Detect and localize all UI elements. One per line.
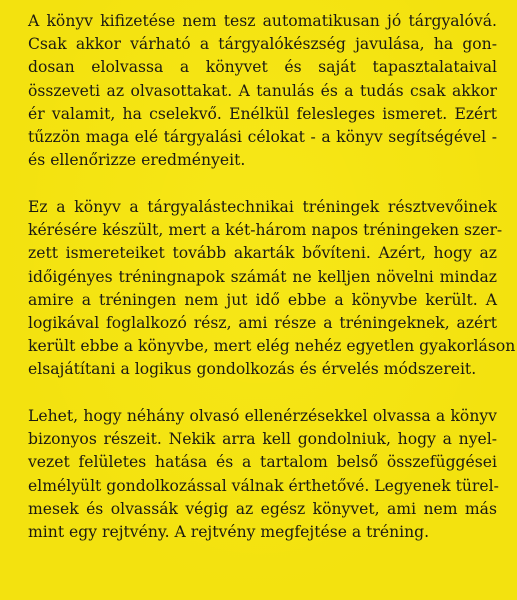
paragraph-spacer [28, 382, 497, 406]
text-line: időigényes tréningnapok számát ne kelljen növelni mindaz [28, 267, 497, 286]
text-line: elmélyült gondolkozással válnak érthetővé. Legyenek türel- [28, 476, 499, 495]
paragraph-3 [28, 405, 497, 544]
text-line: Ez a könyv a tárgyalástechnikai tréningek résztvevőinek [28, 197, 497, 216]
text-line: Csak akkor várható a tárgyalókészség javulása, ha gon- [28, 35, 497, 54]
paragraph-spacer [28, 172, 497, 196]
text-line: A könyv kifizetése nem tesz automatikusan jó tárgyalóvá. [28, 12, 497, 30]
text-line: logikával foglalkozó rész, ami része a tréningeknek, azért [28, 313, 497, 332]
paragraph-1 [28, 10, 497, 172]
text-line: összeveti az olvasottakat. A tanulás és a tudás csak akkor [28, 81, 497, 100]
paragraph-2 [28, 196, 516, 382]
text-line: dosan elolvassa a könyvet és saját tapasztalataival [28, 58, 497, 77]
text-line: ér valamit, ha cselekvő. Enélkül felesleges ismeret. Ezért [28, 104, 497, 123]
text-line: amire a tréningen nem jut idő ebbe a könyvbe került. A [28, 290, 497, 309]
text-line: bizonyos részeit. Nekik arra kell gondolniuk, hogy a nyel- [28, 430, 497, 449]
text-line: kérésére készült, mert a két-három napos tréningeken szer- [28, 221, 503, 240]
text-line: zett ismereteiket tovább akarták bővíteni. Azért, hogy az [28, 244, 497, 263]
text-line: mint egy rejtvény. A rejtvény megfejtése a tréning. [28, 523, 430, 542]
text-line: Lehet, hogy néhány olvasó ellenérzésekkel olvassa a könyv [28, 407, 497, 426]
text-line: vezet felületes hatása és a tartalom belső összefüggései [28, 453, 497, 472]
text-line: és ellenőrizze eredményeit. [28, 151, 246, 170]
text-line: tűzzön maga elé tárgyalási célokat - a könyv segítségével - [28, 128, 497, 147]
text-line: elsajátítani a logikus gondolkozás és érvelés módszereit. [28, 360, 477, 379]
text-line: került ebbe a könyvbe, mert elég nehéz egyetlen gyakorláson [28, 337, 516, 356]
text-line: mesek és olvassák végig az egész könyvet, ami nem más [28, 499, 497, 518]
